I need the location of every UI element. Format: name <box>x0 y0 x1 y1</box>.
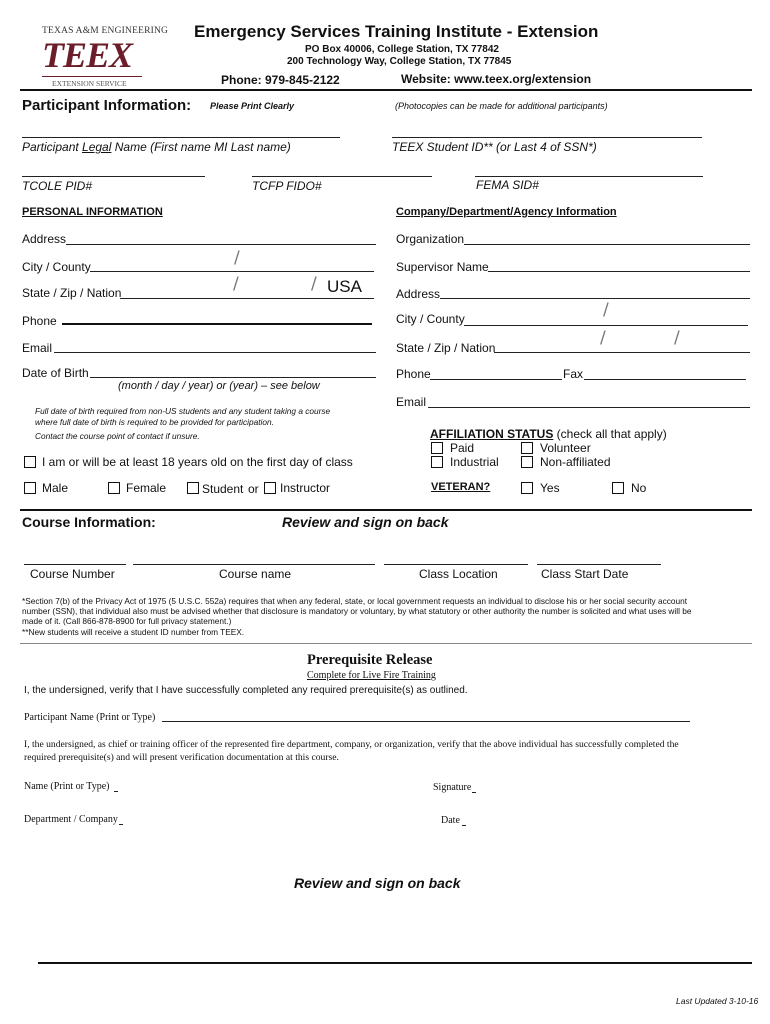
company-city-county-label: City / County <box>396 312 465 326</box>
organization-field[interactable] <box>464 244 750 245</box>
company-address-field[interactable] <box>440 298 750 299</box>
address-label: Address <box>22 232 67 246</box>
company-city-county-separator: / <box>603 300 609 320</box>
instructor-checkbox[interactable] <box>264 482 276 494</box>
chief-signature-label: Signature <box>433 782 472 793</box>
paid-checkbox[interactable] <box>431 442 443 454</box>
privacy-line2: number (SSN), that individual also must be advised whether that disclosure is mandatory or voluntary, by what statutory or other authority the number is solicited and what uses will be <box>22 606 692 616</box>
participant-heading: Participant Information: <box>22 97 192 114</box>
male-label: Male <box>42 481 69 495</box>
street-address: 200 Technology Way, College Station, TX 77845 <box>287 56 512 67</box>
logo-wordmark: TEEX <box>42 35 133 75</box>
company-phone-label: Phone <box>396 367 431 381</box>
city-county-separator: / <box>234 248 240 268</box>
tcole-pid-field[interactable] <box>22 176 205 177</box>
non-affiliated-label: Non-affiliated <box>540 455 611 469</box>
logo-top-text: TEXAS A&M ENGINEERING <box>42 26 169 36</box>
veteran-no-checkbox[interactable] <box>612 482 624 494</box>
course-name-label: Course name <box>219 567 292 581</box>
course-number-label: Course Number <box>30 567 115 581</box>
course-number-field[interactable] <box>24 564 126 565</box>
company-phone-field[interactable] <box>430 379 562 380</box>
student-checkbox[interactable] <box>187 482 199 494</box>
state-zip-nation-field[interactable] <box>120 298 374 299</box>
age-check-label: I am or will be at least 18 years old on the first day of class <box>42 455 353 469</box>
industrial-checkbox[interactable] <box>431 456 443 468</box>
or-label: or <box>248 482 259 496</box>
chief-statement-line2: required prerequisite(s) and will present verification documentation at this course. <box>24 752 339 763</box>
print-clearly-note: Please Print Clearly <box>210 101 295 111</box>
volunteer-label: Volunteer <box>540 441 591 455</box>
class-location-field[interactable] <box>384 564 528 565</box>
participant-name-field[interactable] <box>22 137 340 138</box>
personal-info-heading: PERSONAL INFORMATION <box>22 206 163 218</box>
veteran-yes-checkbox[interactable] <box>521 482 533 494</box>
teex-logo <box>38 26 169 96</box>
header-website: Website: www.teex.org/extension <box>401 72 592 86</box>
participant-name-label: Participant Legal Name (First name MI Last name) <box>22 140 291 154</box>
chief-name-field[interactable] <box>114 791 118 792</box>
chief-signature-field[interactable] <box>472 792 476 793</box>
female-label: Female <box>126 481 167 495</box>
student-label: Student <box>202 482 244 496</box>
supervisor-label: Supervisor Name <box>396 260 489 274</box>
dob-note-line3: Contact the course point of contact if unsure. <box>35 431 200 441</box>
affiliation-heading: AFFILIATION STATUS (check all that apply) <box>430 427 667 441</box>
form-title: Emergency Services Training Institute - Extension <box>194 22 599 41</box>
veteran-no-label: No <box>631 481 647 495</box>
company-email-field[interactable] <box>428 407 750 408</box>
photocopy-note: (Photocopies can be made for additional participants) <box>395 101 608 111</box>
logo-rule <box>42 76 142 77</box>
dob-note-line2: where full date of birth is required to be provided for participation. <box>35 417 274 427</box>
female-checkbox[interactable] <box>108 482 120 494</box>
class-start-date-field[interactable] <box>537 564 661 565</box>
company-fax-label: Fax <box>563 367 584 381</box>
student-id-field[interactable] <box>392 137 702 138</box>
company-zip-nation-separator: / <box>674 328 680 348</box>
dob-field[interactable] <box>90 377 376 378</box>
prereq-participant-name-field[interactable] <box>162 721 690 722</box>
header-phone: Phone: 979-845-2122 <box>221 73 340 87</box>
industrial-label: Industrial <box>450 455 499 469</box>
volunteer-checkbox[interactable] <box>521 442 533 454</box>
paid-label: Paid <box>450 441 475 455</box>
veteran-yes-label: Yes <box>540 481 560 495</box>
course-name-field[interactable] <box>133 564 375 565</box>
company-fax-field[interactable] <box>584 379 746 380</box>
header-divider <box>20 89 752 91</box>
instructor-label: Instructor <box>280 481 331 495</box>
review-sign-note-bottom: Review and sign on back <box>294 875 461 891</box>
date-field[interactable] <box>462 825 466 826</box>
zip-nation-separator: / <box>311 274 317 294</box>
last-updated: Last Updated 3-10-16 <box>676 996 759 1006</box>
student-id-label: TEEX Student ID** (or Last 4 of SSN*) <box>392 140 597 154</box>
company-info-heading: Company/Department/Agency Information <box>396 206 617 218</box>
male-checkbox[interactable] <box>24 482 36 494</box>
nation-value: USA <box>327 277 362 296</box>
company-state-zip-separator: / <box>600 328 606 348</box>
phone-label: Phone <box>22 314 57 328</box>
prereq-title: Prerequisite Release <box>307 652 433 668</box>
fema-sid-field[interactable] <box>475 176 703 177</box>
chief-name-label: Name (Print or Type) <box>24 781 110 792</box>
phone-field[interactable] <box>62 323 372 325</box>
supervisor-field[interactable] <box>488 271 750 272</box>
date-label: Date <box>441 815 460 826</box>
mailing-address: PO Box 40006, College Station, TX 77842 <box>305 44 499 55</box>
veteran-label: VETERAN? <box>431 481 491 493</box>
city-county-field[interactable] <box>90 271 374 272</box>
dob-note-line1: Full date of birth required from non-US students and any student taking a course <box>35 406 331 416</box>
department-field[interactable] <box>119 824 123 825</box>
chief-statement-line1: I, the undersigned, as chief or training officer of the represented fire department, company, or organization, verify that the above individual has successfully completed the <box>24 739 679 750</box>
privacy-line1: *Section 7(b) of the Privacy Act of 1975 (5 U.S.C. 552a) requires that when any federal, state, or local government requests an individual to disclose his or her social security account <box>22 596 688 606</box>
course-heading: Course Information: <box>22 514 156 530</box>
non-affiliated-checkbox[interactable] <box>521 456 533 468</box>
company-email-label: Email <box>396 395 427 409</box>
company-state-zip-nation-field[interactable] <box>494 352 750 353</box>
prereq-verify-text: I, the undersigned, verify that I have successfully completed any required prerequisite(s) as outlined. <box>24 685 468 696</box>
state-zip-separator: / <box>233 274 239 294</box>
class-location-label: Class Location <box>419 567 498 581</box>
tcfp-fido-field[interactable] <box>252 176 432 177</box>
privacy-line3: made of it. (Call 866-878-8900 for full privacy statement.) <box>22 616 232 626</box>
review-sign-note-top: Review and sign on back <box>282 514 449 530</box>
logo-bottom-text: EXTENSION SERVICE <box>52 79 127 88</box>
fema-sid-label: FEMA SID# <box>476 178 539 192</box>
company-state-zip-nation-label: State / Zip / Nation <box>396 341 496 355</box>
company-city-county-field[interactable] <box>464 325 748 326</box>
address-field[interactable] <box>66 244 376 245</box>
privacy-line4: **New students will receive a student ID number from TEEX. <box>22 627 245 637</box>
dob-format-note: (month / day / year) or (year) – see below <box>118 380 320 392</box>
tcfp-fido-label: TCFP FIDO# <box>252 179 322 193</box>
dob-label: Date of Birth <box>22 366 89 380</box>
company-address-label: Address <box>396 287 441 301</box>
age-checkbox[interactable] <box>24 456 36 468</box>
footer-divider <box>38 962 752 964</box>
prereq-subtitle: Complete for Live Fire Training <box>307 670 436 681</box>
email-field[interactable] <box>54 352 376 353</box>
prereq-participant-name-label: Participant Name (Print or Type) <box>24 712 156 723</box>
course-section-divider <box>20 509 752 511</box>
tcole-pid-label: TCOLE PID# <box>22 179 93 193</box>
city-county-label: City / County <box>22 260 91 274</box>
class-start-date-label: Class Start Date <box>541 567 629 581</box>
organization-label: Organization <box>396 232 465 246</box>
email-label: Email <box>22 341 53 355</box>
department-label: Department / Company <box>24 814 118 825</box>
prereq-divider <box>20 643 752 644</box>
state-zip-nation-label: State / Zip / Nation <box>22 286 122 300</box>
